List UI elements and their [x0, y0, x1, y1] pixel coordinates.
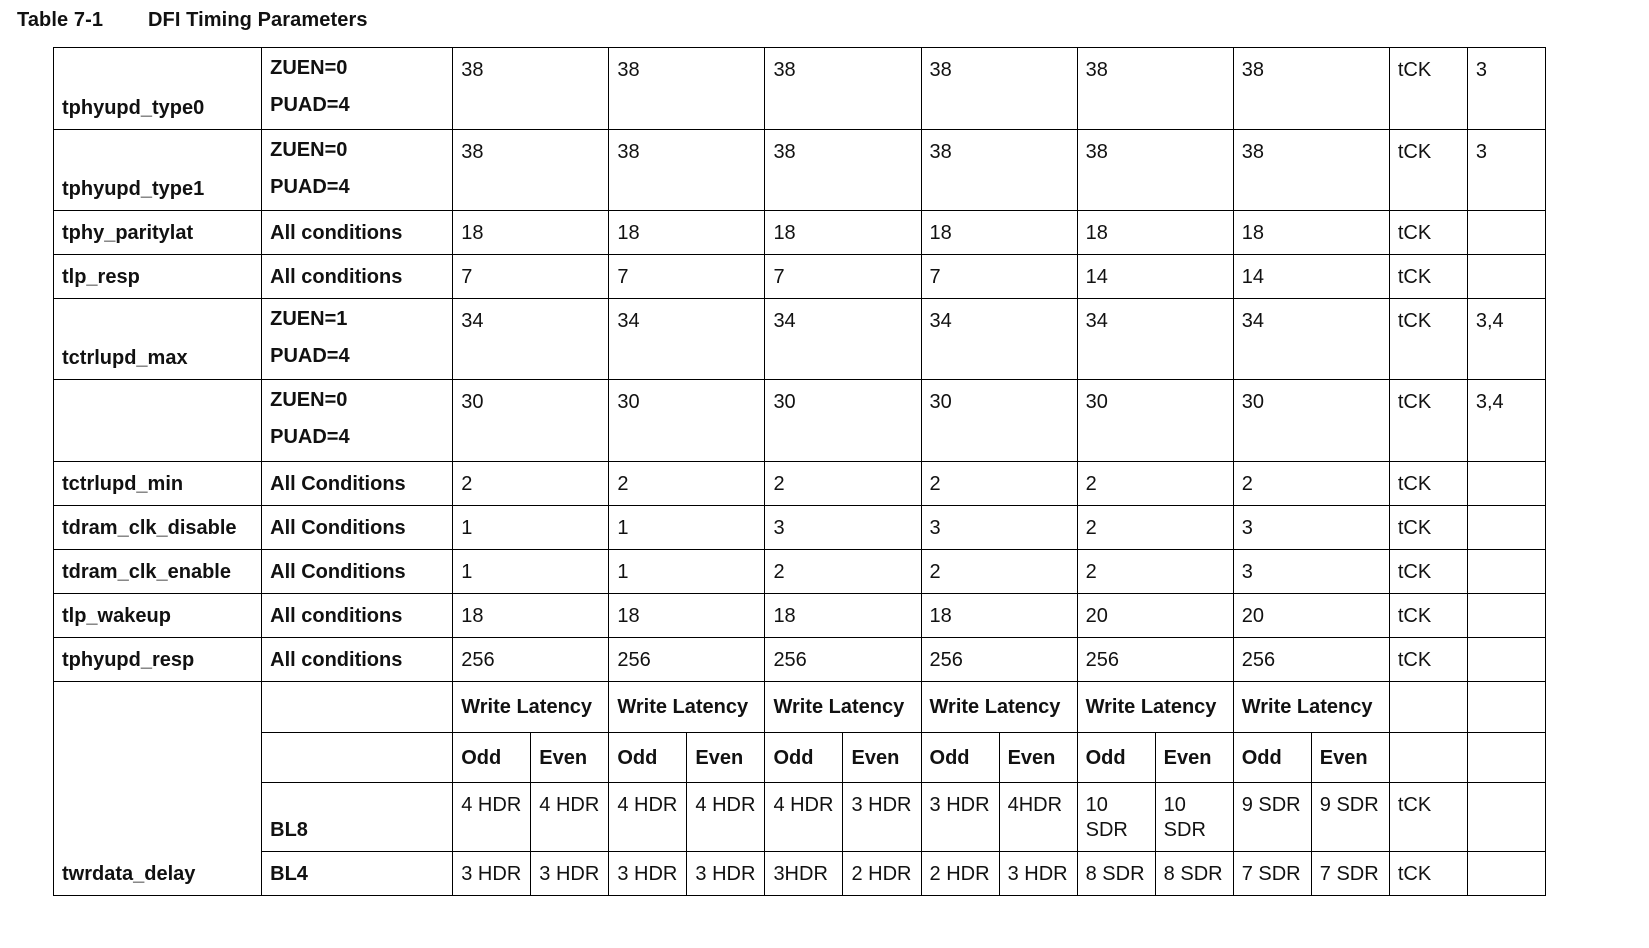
- bl4-value: 7 SDR: [1233, 852, 1311, 896]
- condition-line: ZUEN=0: [270, 139, 348, 161]
- condition-cell: [262, 380, 453, 462]
- value-cell: 20: [1077, 594, 1233, 638]
- even-header: Even: [531, 733, 609, 783]
- write-latency-header: Write Latency: [1077, 682, 1233, 733]
- value-cell: 38: [1233, 130, 1389, 211]
- note-cell: 3,4: [1467, 380, 1545, 462]
- value-cell: 18: [765, 594, 921, 638]
- bl8-value: 4 HDR: [453, 783, 531, 852]
- value-cell: 2: [1077, 550, 1233, 594]
- unit-cell: tCK: [1389, 783, 1467, 852]
- value-cell: 7: [453, 255, 609, 299]
- write-latency-header: Write Latency: [453, 682, 609, 733]
- bl8-value: 4 HDR: [765, 783, 843, 852]
- value-cell: 34: [921, 299, 1077, 380]
- unit-cell: tCK: [1389, 506, 1467, 550]
- unit-cell: tCK: [1389, 211, 1467, 255]
- value-cell: 18: [453, 594, 609, 638]
- condition-line: PUAD=4: [270, 176, 350, 198]
- unit-cell: tCK: [1389, 130, 1467, 211]
- condition-cell: All Conditions: [262, 462, 453, 506]
- bl4-value: 2 HDR: [921, 852, 999, 896]
- value-cell: 2: [609, 462, 765, 506]
- condition-line: ZUEN=1: [270, 308, 348, 330]
- value-cell: 3: [1233, 506, 1389, 550]
- bl8-value: 10 SDR: [1077, 783, 1155, 852]
- note-cell: [1467, 550, 1545, 594]
- bl4-label: BL4: [262, 852, 453, 896]
- table-row: [54, 783, 1546, 852]
- value-cell: 3: [921, 506, 1077, 550]
- param-name: tlp_wakeup: [54, 594, 262, 638]
- bl8-value: 4HDR: [999, 783, 1077, 852]
- table-row: [54, 48, 1546, 130]
- value-cell: 18: [921, 594, 1077, 638]
- unit-cell: tCK: [1389, 48, 1467, 130]
- value-cell: 2: [1233, 462, 1389, 506]
- value-cell: 18: [609, 211, 765, 255]
- value-cell: 1: [453, 506, 609, 550]
- unit-cell: tCK: [1389, 638, 1467, 682]
- bl8-value: 3 HDR: [843, 783, 921, 852]
- value-cell: 2: [921, 462, 1077, 506]
- value-cell: 38: [453, 48, 609, 130]
- dfi-timing-table: [53, 47, 1546, 896]
- odd-header: Odd: [765, 733, 843, 783]
- even-header: Even: [1311, 733, 1389, 783]
- condition-cell: [262, 48, 453, 130]
- table-row: [54, 682, 1546, 733]
- even-header: Even: [999, 733, 1077, 783]
- value-cell: 18: [453, 211, 609, 255]
- value-cell: 18: [1077, 211, 1233, 255]
- value-cell: 14: [1233, 255, 1389, 299]
- condition-cell: All conditions: [262, 211, 453, 255]
- bl8-value: 4 HDR: [531, 783, 609, 852]
- unit-cell: tCK: [1389, 299, 1467, 380]
- param-name: tctrlupd_max: [54, 299, 262, 380]
- table-row: [54, 852, 1546, 896]
- condition-cell: All conditions: [262, 255, 453, 299]
- unit-cell: tCK: [1389, 594, 1467, 638]
- value-cell: 2: [765, 462, 921, 506]
- value-cell: 256: [765, 638, 921, 682]
- condition-cell: All conditions: [262, 594, 453, 638]
- condition-cell: [262, 299, 453, 380]
- write-latency-header: Write Latency: [765, 682, 921, 733]
- condition-line: PUAD=4: [270, 345, 350, 367]
- write-latency-header: Write Latency: [921, 682, 1077, 733]
- value-cell: 30: [1077, 380, 1233, 462]
- value-cell: 256: [453, 638, 609, 682]
- unit-cell: tCK: [1389, 550, 1467, 594]
- condition-line: ZUEN=0: [270, 389, 348, 411]
- unit-cell: tCK: [1389, 462, 1467, 506]
- param-name: tctrlupd_min: [54, 462, 262, 506]
- bl4-value: 7 SDR: [1311, 852, 1389, 896]
- bl4-value: 3 HDR: [999, 852, 1077, 896]
- table-row: [54, 462, 1546, 506]
- value-cell: 38: [453, 130, 609, 211]
- empty-cell: [1467, 733, 1545, 783]
- note-cell: [1467, 462, 1545, 506]
- value-cell: 2: [453, 462, 609, 506]
- condition-cell: All Conditions: [262, 550, 453, 594]
- value-cell: 18: [921, 211, 1077, 255]
- condition-line: PUAD=4: [270, 94, 350, 116]
- note-cell: [1467, 211, 1545, 255]
- condition-cell: [262, 130, 453, 211]
- bl4-value: 2 HDR: [843, 852, 921, 896]
- condition-line: PUAD=4: [270, 426, 350, 448]
- empty-cell: [1467, 852, 1545, 896]
- empty-cell: [1389, 682, 1467, 733]
- unit-cell: tCK: [1389, 380, 1467, 462]
- table-number: Table 7-1: [17, 9, 104, 31]
- value-cell: 7: [609, 255, 765, 299]
- note-cell: [1467, 255, 1545, 299]
- param-name: tphyupd_type1: [54, 130, 262, 211]
- value-cell: 30: [1233, 380, 1389, 462]
- value-cell: 3: [765, 506, 921, 550]
- value-cell: 38: [609, 48, 765, 130]
- value-cell: 38: [609, 130, 765, 211]
- value-cell: 34: [1233, 299, 1389, 380]
- table-row: [54, 255, 1546, 299]
- note-cell: 3: [1467, 48, 1545, 130]
- table-row: [54, 550, 1546, 594]
- even-header: Even: [687, 733, 765, 783]
- note-cell: [1467, 506, 1545, 550]
- value-cell: 34: [453, 299, 609, 380]
- value-cell: 30: [921, 380, 1077, 462]
- value-cell: 14: [1077, 255, 1233, 299]
- value-cell: 18: [765, 211, 921, 255]
- table-row: [54, 211, 1546, 255]
- value-cell: 38: [921, 48, 1077, 130]
- param-name: tlp_resp: [54, 255, 262, 299]
- value-cell: 38: [765, 130, 921, 211]
- table-caption: [17, 9, 368, 32]
- value-cell: 18: [609, 594, 765, 638]
- odd-header: Odd: [609, 733, 687, 783]
- value-cell: 2: [765, 550, 921, 594]
- value-cell: 2: [921, 550, 1077, 594]
- value-cell: 38: [921, 130, 1077, 211]
- unit-cell: tCK: [1389, 255, 1467, 299]
- bl4-value: 8 SDR: [1155, 852, 1233, 896]
- bl4-value: 8 SDR: [1077, 852, 1155, 896]
- bl8-value: 3 HDR: [921, 783, 999, 852]
- value-cell: 256: [1077, 638, 1233, 682]
- odd-header: Odd: [1077, 733, 1155, 783]
- value-cell: 38: [765, 48, 921, 130]
- even-header: Even: [1155, 733, 1233, 783]
- note-cell: [1467, 638, 1545, 682]
- value-cell: 30: [453, 380, 609, 462]
- empty-cell: [262, 682, 453, 733]
- bl8-value: 9 SDR: [1233, 783, 1311, 852]
- value-cell: 18: [1233, 211, 1389, 255]
- value-cell: 30: [765, 380, 921, 462]
- unit-cell: tCK: [1389, 852, 1467, 896]
- value-cell: 256: [609, 638, 765, 682]
- value-cell: 20: [1233, 594, 1389, 638]
- bl4-value: 3HDR: [765, 852, 843, 896]
- value-cell: 3: [1233, 550, 1389, 594]
- note-cell: 3: [1467, 130, 1545, 211]
- empty-cell: [1389, 733, 1467, 783]
- table-row: [54, 506, 1546, 550]
- param-name: twrdata_delay: [54, 682, 262, 896]
- odd-header: Odd: [921, 733, 999, 783]
- table-row: [54, 130, 1546, 211]
- bl4-value: 3 HDR: [609, 852, 687, 896]
- value-cell: 256: [921, 638, 1077, 682]
- bl4-value: 3 HDR: [687, 852, 765, 896]
- param-name: [54, 380, 262, 462]
- empty-cell: [1467, 682, 1545, 733]
- param-name: tphyupd_type0: [54, 48, 262, 130]
- bl8-value: 9 SDR: [1311, 783, 1389, 852]
- empty-cell: [262, 733, 453, 783]
- param-name: tphy_paritylat: [54, 211, 262, 255]
- value-cell: 1: [453, 550, 609, 594]
- write-latency-header: Write Latency: [609, 682, 765, 733]
- even-header: Even: [843, 733, 921, 783]
- condition-cell: All Conditions: [262, 506, 453, 550]
- value-cell: 7: [921, 255, 1077, 299]
- bl4-value: 3 HDR: [453, 852, 531, 896]
- value-cell: 38: [1233, 48, 1389, 130]
- bl8-value: 10 SDR: [1155, 783, 1233, 852]
- value-cell: 1: [609, 506, 765, 550]
- value-cell: 7: [765, 255, 921, 299]
- bl8-label: BL8: [262, 783, 453, 852]
- value-cell: 1: [609, 550, 765, 594]
- value-cell: 38: [1077, 48, 1233, 130]
- table-row: [54, 594, 1546, 638]
- table-row: [54, 380, 1546, 462]
- bl4-value: 3 HDR: [531, 852, 609, 896]
- condition-line: ZUEN=0: [270, 57, 348, 79]
- value-cell: 34: [765, 299, 921, 380]
- bl8-value: 4 HDR: [687, 783, 765, 852]
- table-row: [54, 638, 1546, 682]
- note-cell: [1467, 594, 1545, 638]
- odd-header: Odd: [453, 733, 531, 783]
- table-title: DFI Timing Parameters: [148, 9, 368, 31]
- value-cell: 38: [1077, 130, 1233, 211]
- value-cell: 2: [1077, 462, 1233, 506]
- param-name: tphyupd_resp: [54, 638, 262, 682]
- table-row: [54, 733, 1546, 783]
- table-row: [54, 299, 1546, 380]
- value-cell: 34: [609, 299, 765, 380]
- condition-cell: All conditions: [262, 638, 453, 682]
- odd-header: Odd: [1233, 733, 1311, 783]
- note-cell: 3,4: [1467, 299, 1545, 380]
- param-name: tdram_clk_disable: [54, 506, 262, 550]
- empty-cell: [1467, 783, 1545, 852]
- value-cell: 34: [1077, 299, 1233, 380]
- value-cell: 256: [1233, 638, 1389, 682]
- value-cell: 2: [1077, 506, 1233, 550]
- param-name: tdram_clk_enable: [54, 550, 262, 594]
- value-cell: 30: [609, 380, 765, 462]
- write-latency-header: Write Latency: [1233, 682, 1389, 733]
- bl8-value: 4 HDR: [609, 783, 687, 852]
